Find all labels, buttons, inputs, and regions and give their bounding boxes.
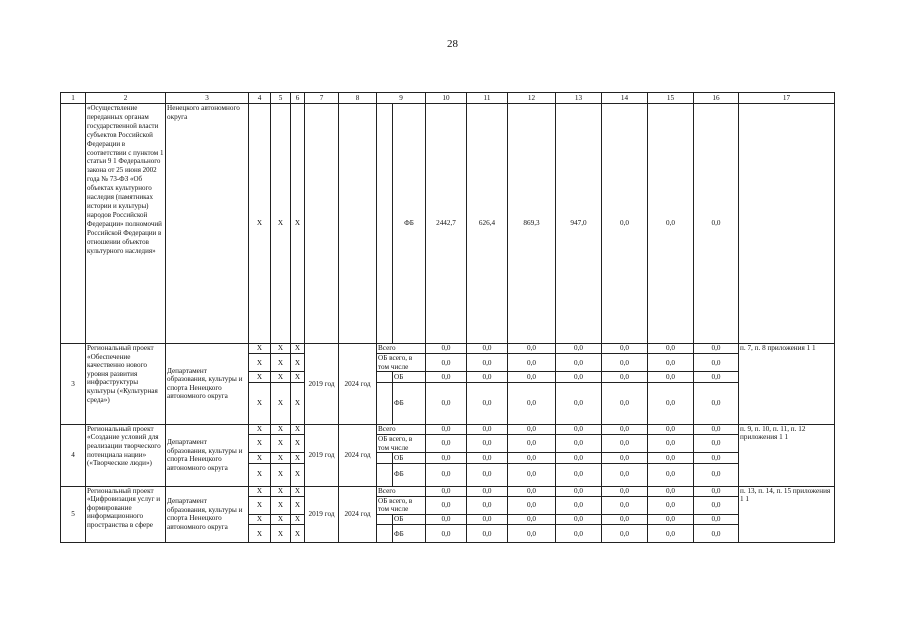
table-row: «Осуществление переданных органам государственной власти субъектов Российской Федерации в соответствии с пунктом 1 статьи 9 1 Федерального закона от 25 июня 2002 года № 73-ФЗ «Об объектах культурного наследия (памятниках истории и культуры) народов Российской Федерации» полномочий Российской Федерации в отношении объектов культурного наследия» Ненецкого автономного округа X X X ФБ 2442,7 626,4 869,3 947,0 0,0 0,0 0,0 (61, 104, 835, 344)
col-header: 15 (648, 93, 694, 104)
end-year: 2024 год (339, 344, 377, 425)
fin-label: ОБ (393, 515, 426, 525)
table-row: X X X ОБ 0,0 0,0 0,0 0,0 0,0 0,0 0,0 (61, 372, 835, 382)
note: п. 9, п. 10, п. 11, п. 12 приложения 1 1 (739, 424, 835, 486)
start-year: 2019 год (305, 344, 339, 425)
table-row: 5 Региональный проект «Цифровизация услуг и формирование информационного пространства в сфере Департамент образования, культуры и спорта Ненецкого автономного округа X X X 2019 год 2024 год Всего 0,0 0,0 0,0 0,0 0,0 0,0 0,0 п. 13, п. 14, п. 15 приложения 1 1 (61, 486, 835, 496)
col-header: 3 (166, 93, 249, 104)
table-row: X X X ОБ 0,0 0,0 0,0 0,0 0,0 0,0 0,0 (61, 515, 835, 525)
header-row (61, 93, 835, 104)
project-name: Региональный проект «Создание условий для реализации творческого потенциала нации» («Творческие люди») (86, 424, 166, 486)
col-header: 5 (271, 93, 291, 104)
fin-label: ОБ всего, в том числе (377, 435, 426, 453)
fin-type: ФБ (393, 104, 426, 344)
note: п. 13, п. 14, п. 15 приложения 1 1 (739, 486, 835, 543)
fin-label: ФБ (393, 525, 426, 543)
project-name: Региональный проект «Обеспечение качественно нового уровня развития инфраструктуры культуры («Культурная среда») (86, 344, 166, 425)
executor: Ненецкого автономного округа (166, 104, 249, 344)
fin-label: Всего (377, 486, 426, 496)
row-number: 4 (61, 424, 86, 486)
fin-label: Всего (377, 344, 426, 354)
executor: Департамент образования, культуры и спорта Ненецкого автономного округа (166, 424, 249, 486)
table-row: X X X ФБ 0,0 0,0 0,0 0,0 0,0 0,0 0,0 (61, 382, 835, 424)
col-header: 6 (291, 93, 305, 104)
fin-label: ОБ (393, 372, 426, 382)
fin-label: ФБ (393, 463, 426, 486)
col-header: 1 (61, 93, 86, 104)
table-row: X X X ОБ 0,0 0,0 0,0 0,0 0,0 0,0 0,0 (61, 453, 835, 463)
start-year: 2019 год (305, 486, 339, 543)
table-row: 4 Региональный проект «Создание условий для реализации творческого потенциала нации» («Творческие люди») Департамент образования, культуры и спорта Ненецкого автономного округа X X X 2019 год 2024 год Всего 0,0 0,0 0,0 0,0 0,0 0,0 0,0 п. 9, п. 10, п. 11, п. 12 приложения 1 1 (61, 424, 835, 434)
page-number: 28 (447, 38, 458, 50)
col-header: 8 (339, 93, 377, 104)
col-header: 9 (377, 93, 426, 104)
col-header: 10 (426, 93, 467, 104)
col-header: 16 (694, 93, 739, 104)
col-header: 12 (508, 93, 556, 104)
fin-label: Всего (377, 424, 426, 434)
row-number: 3 (61, 344, 86, 425)
executor: Департамент образования, культуры и спорта Ненецкого автономного округа (166, 344, 249, 425)
fin-label: ФБ (393, 382, 426, 424)
table-row: X X X ОБ всего, в том числе 0,0 0,0 0,0 0,0 0,0 0,0 0,0 (61, 496, 835, 514)
event-name: «Осуществление переданных органам государственной власти субъектов Российской Федерации в соответствии с пунктом 1 статьи 9 1 Федерального закона от 25 июня 2002 года № 73-ФЗ «Об объектах культурного наследия (памятниках истории и культуры) народов Российской Федерации» полномочий Российской Федерации в отношении объектов культурного наследия» (86, 104, 166, 344)
program-table (60, 92, 835, 543)
end-year: 2024 год (339, 486, 377, 543)
table-row: X X X ФБ 0,0 0,0 0,0 0,0 0,0 0,0 0,0 (61, 463, 835, 486)
col-header: 7 (305, 93, 339, 104)
project-name: Региональный проект «Цифровизация услуг и формирование информационного пространства в сфере (86, 486, 166, 543)
fin-label: ОБ всего, в том числе (377, 496, 426, 514)
start-year: 2019 год (305, 424, 339, 486)
col-header: 4 (249, 93, 271, 104)
table-row: 3 Региональный проект «Обеспечение качественно нового уровня развития инфраструктуры культуры («Культурная среда») Департамент образования, культуры и спорта Ненецкого автономного округа X X X 2019 год 2024 год Всего 0,0 0,0 0,0 0,0 0,0 0,0 0,0 п. 7, п. 8 приложения 1 1 (61, 344, 835, 354)
fin-label: ОБ всего, в том числе (377, 354, 426, 372)
note: п. 7, п. 8 приложения 1 1 (739, 344, 835, 425)
table-row: X X X ОБ всего, в том числе 0,0 0,0 0,0 0,0 0,0 0,0 0,0 (61, 435, 835, 453)
col-header: 2 (86, 93, 166, 104)
table-row: X X X ОБ всего, в том числе 0,0 0,0 0,0 0,0 0,0 0,0 0,0 (61, 354, 835, 372)
col-header: 14 (602, 93, 648, 104)
table-row: X X X ФБ 0,0 0,0 0,0 0,0 0,0 0,0 0,0 (61, 525, 835, 543)
executor: Департамент образования, культуры и спорта Ненецкого автономного округа (166, 486, 249, 543)
end-year: 2024 год (339, 424, 377, 486)
fin-label: ОБ (393, 453, 426, 463)
row-number: 5 (61, 486, 86, 543)
col-header: 11 (467, 93, 508, 104)
col-header: 13 (556, 93, 602, 104)
col-header: 17 (739, 93, 835, 104)
